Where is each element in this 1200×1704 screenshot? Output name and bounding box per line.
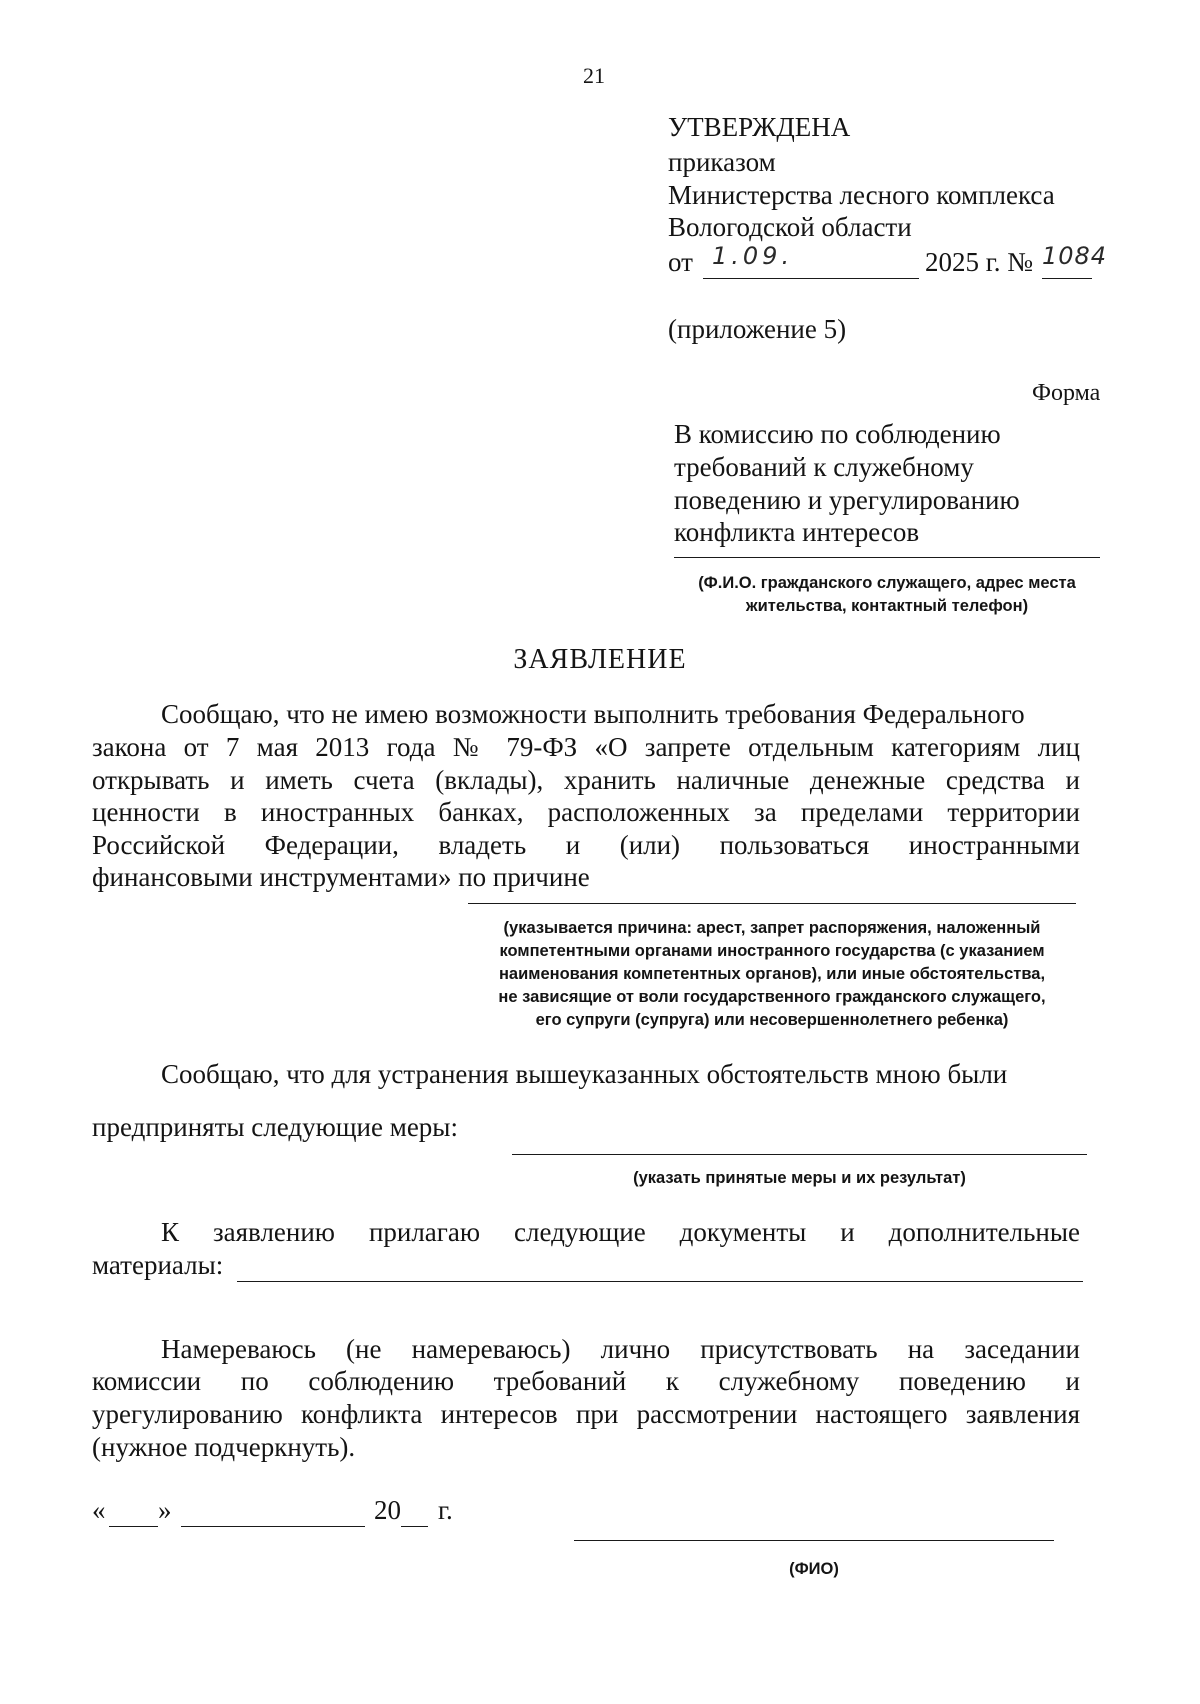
date-month-line <box>181 1526 365 1527</box>
date-quote-open: « <box>92 1495 106 1525</box>
date-day-line <box>109 1526 158 1527</box>
number-underline <box>1042 278 1092 279</box>
addressee-line: конфликта интересов <box>674 517 920 547</box>
approval-date-handwritten: 1.09. <box>712 242 794 270</box>
addressee-line: требований к служебному <box>674 452 974 482</box>
paragraph-3-line-1: К заявлению прилагаю следующие документы и дополнительные <box>161 1217 1080 1247</box>
approval-line-2: Министерства лесного комплекса <box>668 180 1055 210</box>
measures-caption: (указать принятые меры и их результат) <box>633 1169 966 1187</box>
paragraph-2-line-1: Сообщаю, что для устранения вышеуказанных обстоятельств мною были <box>161 1059 1008 1089</box>
measures-line <box>512 1154 1087 1155</box>
materials-line <box>237 1281 1083 1282</box>
reason-caption-line: не зависящие от воли государственного гражданского служащего, <box>498 988 1046 1006</box>
paragraph-1-line: Сообщаю, что не имею возможности выполнить требования Федерального <box>161 699 1025 729</box>
paragraph-2-line-2: предприняты следующие меры: <box>92 1112 458 1142</box>
paragraph-1-line: финансовыми инструментами» по причине <box>92 862 590 892</box>
approval-appendix: (приложение 5) <box>668 314 847 344</box>
page-number: 21 <box>583 63 605 88</box>
paragraph-1-line: Российской Федерации, владеть и (или) пользоваться иностранными <box>92 830 1080 860</box>
approval-title: УТВЕРЖДЕНА <box>668 112 851 142</box>
approval-year-number: 2025 г. № <box>925 247 1034 277</box>
paragraph-3-line-2: материалы: <box>92 1250 224 1280</box>
approval-date-prefix: от <box>668 247 693 277</box>
reason-caption-line: (указывается причина: арест, запрет распоряжения, наложенный <box>503 919 1041 937</box>
form-label: Форма <box>1032 380 1101 406</box>
fio-address-line <box>674 557 1100 558</box>
addressee-line: поведению и урегулированию <box>674 485 1020 515</box>
fio-signature-line <box>574 1540 1054 1541</box>
fio-caption-1: (Ф.И.О. гражданского служащего, адрес места <box>698 574 1076 592</box>
reason-caption-line: компетентными органами иностранного государства (с указанием <box>499 942 1045 960</box>
paragraph-4-line: Намереваюсь (не намереваюсь) лично присутствовать на заседании <box>161 1334 1080 1364</box>
date-underline <box>703 278 919 279</box>
fio-caption: (ФИО) <box>789 1560 839 1578</box>
paragraph-4-line: (нужное подчеркнуть). <box>92 1432 356 1462</box>
date-year-prefix: 20 <box>374 1495 401 1525</box>
paragraph-1-line: открывать и иметь счета (вклады), хранить наличные денежные средства и <box>92 765 1080 795</box>
approval-line-3: Вологодской области <box>668 212 912 242</box>
fio-caption-2: жительства, контактный телефон) <box>745 597 1029 615</box>
paragraph-4-line: урегулированию конфликта интересов при рассмотрении настоящего заявления <box>92 1399 1080 1429</box>
date-year-suffix: г. <box>438 1495 453 1525</box>
reason-caption-line: наименования компетентных органов), или иные обстоятельства, <box>498 965 1046 983</box>
reason-caption-line: его супруги (супруга) или несовершеннолетнего ребенка) <box>535 1011 1009 1029</box>
approval-number-handwritten: 1084 <box>1042 242 1108 270</box>
paragraph-1-line: ценности в иностранных банках, расположенных за пределами территории <box>92 797 1080 827</box>
approval-line-1: приказом <box>668 147 776 177</box>
reason-line <box>468 903 1076 904</box>
paragraph-4-line: комиссии по соблюдению требований к служебному поведению и <box>92 1366 1080 1396</box>
date-year-line <box>401 1526 428 1527</box>
paragraph-1-line: закона от 7 мая 2013 года № 79-ФЗ «О запрете отдельным категориям лиц <box>92 732 1080 762</box>
addressee-line: В комиссию по соблюдению <box>674 419 1001 449</box>
date-quote-close: » <box>158 1495 172 1525</box>
document-heading: ЗАЯВЛЕНИЕ <box>513 644 687 675</box>
